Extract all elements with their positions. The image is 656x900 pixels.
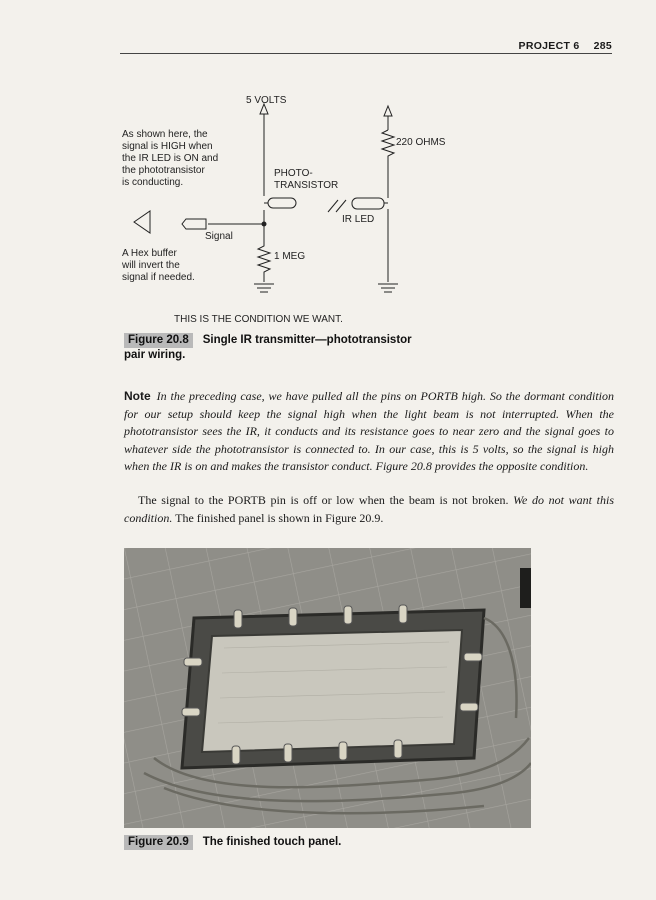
note-left-line: the IR LED is ON and [122, 153, 219, 164]
note-left-line: the phototransistor [122, 165, 205, 176]
buffer-note-line: will invert the [122, 260, 180, 271]
note-paragraph [124, 388, 614, 476]
header-project: PROJECT 6 [518, 40, 580, 52]
note-label: Note [124, 389, 151, 403]
resistor-220 [382, 130, 394, 198]
buffer-note [122, 248, 195, 284]
figure-20-9-caption-text: The finished touch panel. [202, 836, 342, 848]
body-paragraph [124, 492, 614, 527]
ir-led-label: IR LED [342, 214, 375, 225]
paragraph-text-italic: We do not want this condition. [124, 493, 615, 525]
figure-20-9-caption [124, 835, 524, 850]
phototransistor-label [274, 168, 338, 192]
note-left-line: As shown here, the [122, 129, 208, 140]
supply-arrow-right [384, 106, 392, 116]
paragraph-text-2: The finished panel is shown in Figure 20.9. [172, 510, 384, 525]
supply-label: 5 VOLTS [246, 95, 287, 106]
buffer-note-line: signal if needed. [122, 272, 195, 283]
ir-led-body [352, 198, 384, 209]
figure-20-8-caption-line2: pair wiring. [124, 349, 186, 361]
paragraph-text-1: The signal to the PORTB pin is off or low when the beam is not broken. [138, 493, 514, 507]
resistor-220-label: 220 OHMS [396, 137, 446, 148]
touch-panel-photo-illustration [124, 548, 531, 828]
figure-20-9-tag: Figure 20.9 [124, 835, 193, 850]
ir-ray-1 [336, 200, 346, 212]
figure-20-8-tag: Figure 20.8 [124, 333, 193, 348]
diagram-note-left [122, 129, 218, 189]
phototransistor-label-line1: PHOTO- [274, 168, 313, 179]
condition-label: THIS IS THE CONDITION WE WANT. [174, 314, 343, 325]
signal-connector [182, 219, 206, 229]
resistor-1meg-label: 1 MEG [274, 251, 306, 262]
figure-20-8-caption-line1: Single IR transmitter—phototransistor [202, 334, 412, 346]
note-text: In the preceding case, we have pulled all the pins on PORTB high. So the dormant condition for our setup should keep the signal high when the light beam is not interrupted. When the phototransistor sees the IR, it conducts and its resistance goes to near zero and the signal goes to whatever side the phototransistor is connected to. In our case, this is 5 volts, so the signal is high when the IR is on and makes the transistor conduct. Figure 20.8 provides the opposite condition. [124, 389, 614, 473]
resistor-1meg [258, 240, 270, 282]
note-left-line: is conducting. [122, 177, 184, 188]
ir-ray-2 [328, 200, 338, 212]
buffer-triangle [134, 211, 150, 233]
note-left-line: signal is HIGH when [122, 141, 213, 152]
touch-panel-photo [124, 548, 531, 828]
signal-label: Signal [205, 231, 233, 242]
figure-20-8-caption [124, 333, 424, 363]
phototransistor-body [268, 198, 296, 208]
page-number: 285 [593, 40, 612, 52]
phototransistor-label-line2: TRANSISTOR [274, 180, 339, 191]
junction-dot [262, 222, 267, 227]
buffer-note-line: A Hex buffer [122, 248, 177, 259]
